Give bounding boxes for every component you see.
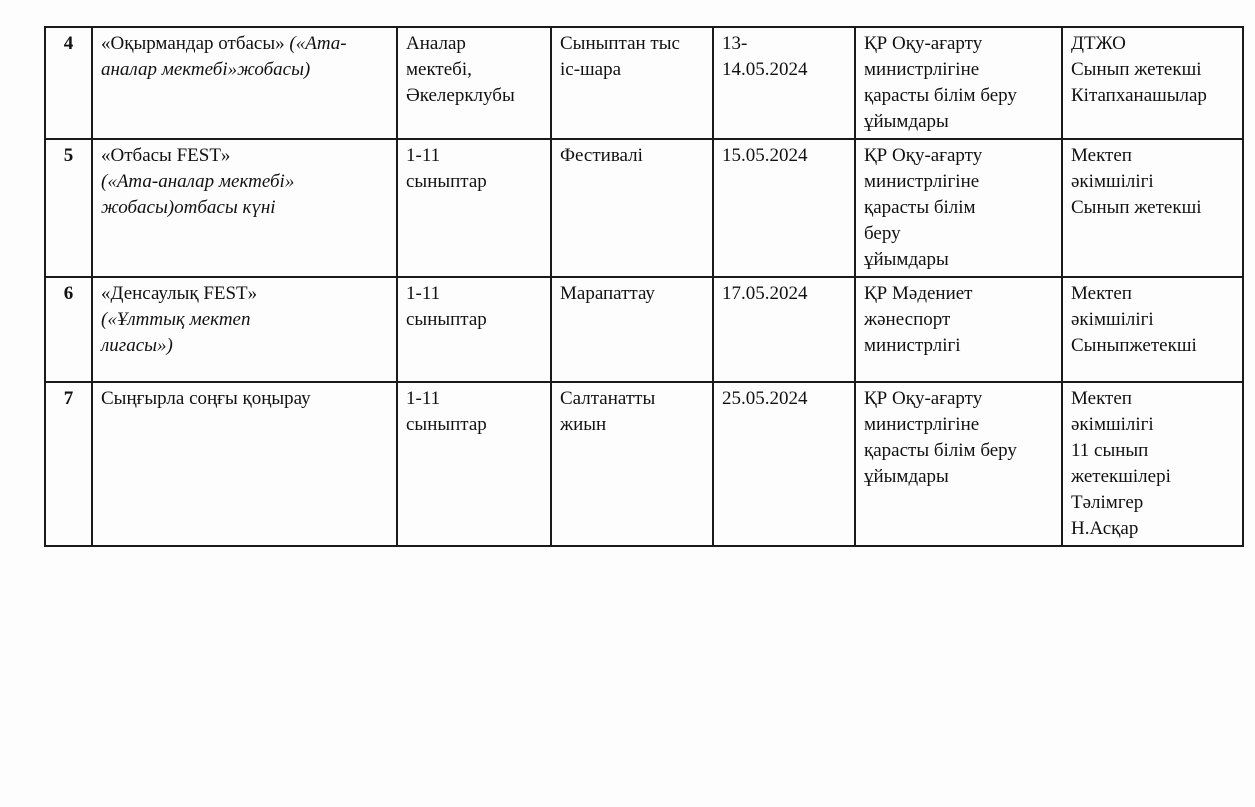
organizer-cell: ҚР Оқу-ағарту министрлігіне қарасты білім беру ұйымдары — [855, 382, 1062, 546]
table-row — [45, 277, 1243, 382]
row-number: 5 — [45, 139, 92, 277]
responsible-cell: Мектеп әкімшілігі Сыныпжетекші — [1062, 277, 1243, 382]
participants-cell: 1-11 сыныптар — [397, 277, 551, 382]
date-cell: 13- 14.05.2024 — [713, 27, 855, 139]
responsible-cell: Мектеп әкімшілігі 11 сынып жетекшілері Тәлімгер Н.Асқар — [1062, 382, 1243, 546]
table-row — [45, 382, 1243, 546]
organizer-cell: ҚР Оқу-ағарту министрлігіне қарасты білім беру ұйымдары — [855, 27, 1062, 139]
row-number: 6 — [45, 277, 92, 382]
participants-cell: Аналар мектебі, Әкелерклубы — [397, 27, 551, 139]
row-number: 4 — [45, 27, 92, 139]
organizer-cell: ҚР Мәдениет жәнеспорт министрлігі — [855, 277, 1062, 382]
format-cell: Марапаттау — [551, 277, 713, 382]
event-cell: Сыңғырла соңғы қоңырау — [92, 382, 397, 546]
row-number: 7 — [45, 382, 92, 546]
table-row — [45, 139, 1243, 277]
participants-cell: 1-11 сыныптар — [397, 139, 551, 277]
format-cell: Салтанатты жиын — [551, 382, 713, 546]
organizer-cell: ҚР Оқу-ағарту министрлігіне қарасты білім беру ұйымдары — [855, 139, 1062, 277]
participants-cell: 1-11 сыныптар — [397, 382, 551, 546]
format-cell: Фестивалі — [551, 139, 713, 277]
date-cell: 25.05.2024 — [713, 382, 855, 546]
date-cell: 15.05.2024 — [713, 139, 855, 277]
date-cell: 17.05.2024 — [713, 277, 855, 382]
table-row — [45, 27, 1243, 139]
events-table — [44, 26, 1244, 547]
format-cell: Сыныптан тыс іс-шара — [551, 27, 713, 139]
event-cell: «Оқырмандар отбасы» («Ата- аналар мектебі»жобасы) — [92, 27, 397, 139]
responsible-cell: Мектеп әкімшілігі Сынып жетекші — [1062, 139, 1243, 277]
event-cell: «Отбасы FEST» («Ата-аналар мектебі» жобасы)отбасы күні — [92, 139, 397, 277]
responsible-cell: ДТЖО Сынып жетекші Кітапханашылар — [1062, 27, 1243, 139]
event-cell: «Денсаулық FEST» («Ұлттық мектеп лигасы») — [92, 277, 397, 382]
